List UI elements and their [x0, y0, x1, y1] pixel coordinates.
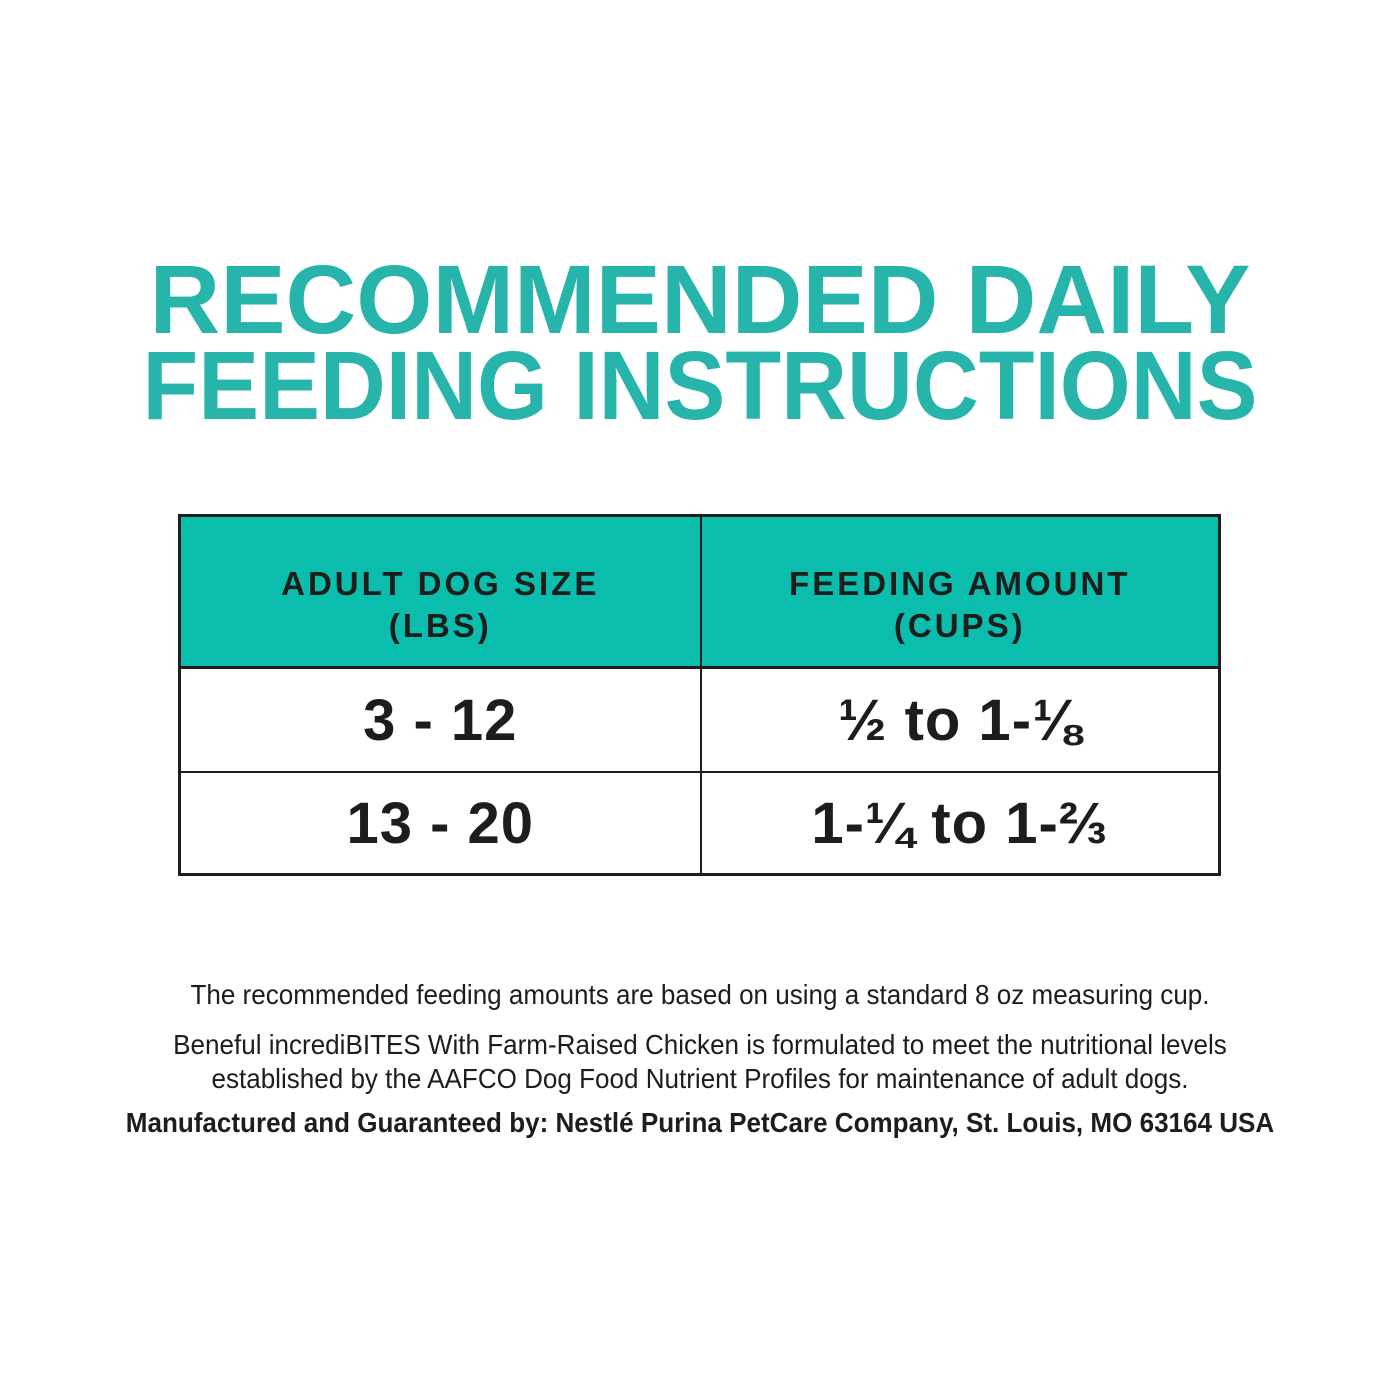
- title-line-2: FEEDING INSTRUCTIONS: [142, 331, 1258, 437]
- col-header-dog-size: [181, 517, 700, 666]
- table-row: [181, 771, 1218, 873]
- dog-size-value: 3 - 12: [363, 687, 518, 753]
- cell-feeding-amount: [700, 669, 1219, 771]
- col-header-dog-size-unit: (LBS): [388, 607, 492, 644]
- col-header-feeding-amount-title: FEEDING AMOUNT: [789, 565, 1131, 602]
- note-aafco: [49, 1028, 1351, 1096]
- feeding-table: [178, 514, 1221, 876]
- table-header-row: [181, 517, 1218, 669]
- dog-size-value: 13 - 20: [346, 790, 535, 856]
- note-aafco-line-1: Beneful incrediBITES With Farm-Raised Chicken is formulated to meet the nutritional levels: [173, 1029, 1227, 1060]
- col-header-dog-size-title: ADULT DOG SIZE: [281, 565, 600, 602]
- col-header-feeding-amount-unit: (CUPS): [893, 607, 1026, 644]
- table-row: [181, 669, 1218, 771]
- feeding-amount-value: ½ to 1-⅛: [838, 687, 1082, 753]
- note-manufacturer-text: Manufactured and Guaranteed by: Nestlé Purina PetCare Company, St. Louis, MO 63164 USA: [125, 1107, 1275, 1138]
- cell-dog-size: [181, 773, 700, 873]
- feeding-amount-value: 1-¼ to 1-⅔: [811, 790, 1109, 856]
- note-aafco-line-2: established by the AAFCO Dog Food Nutrient Profiles for maintenance of adult dogs.: [211, 1063, 1189, 1094]
- note-measuring-cup: [49, 978, 1351, 1012]
- note-measuring-cup-text: The recommended feeding amounts are based on using a standard 8 oz measuring cup.: [190, 979, 1210, 1010]
- cell-dog-size: [181, 669, 700, 771]
- page-title: [0, 252, 1400, 437]
- cell-feeding-amount: [700, 773, 1219, 873]
- note-manufacturer: [49, 1106, 1351, 1140]
- col-header-feeding-amount: [700, 517, 1219, 666]
- title-line-1: RECOMMENDED DAILY: [149, 252, 1251, 354]
